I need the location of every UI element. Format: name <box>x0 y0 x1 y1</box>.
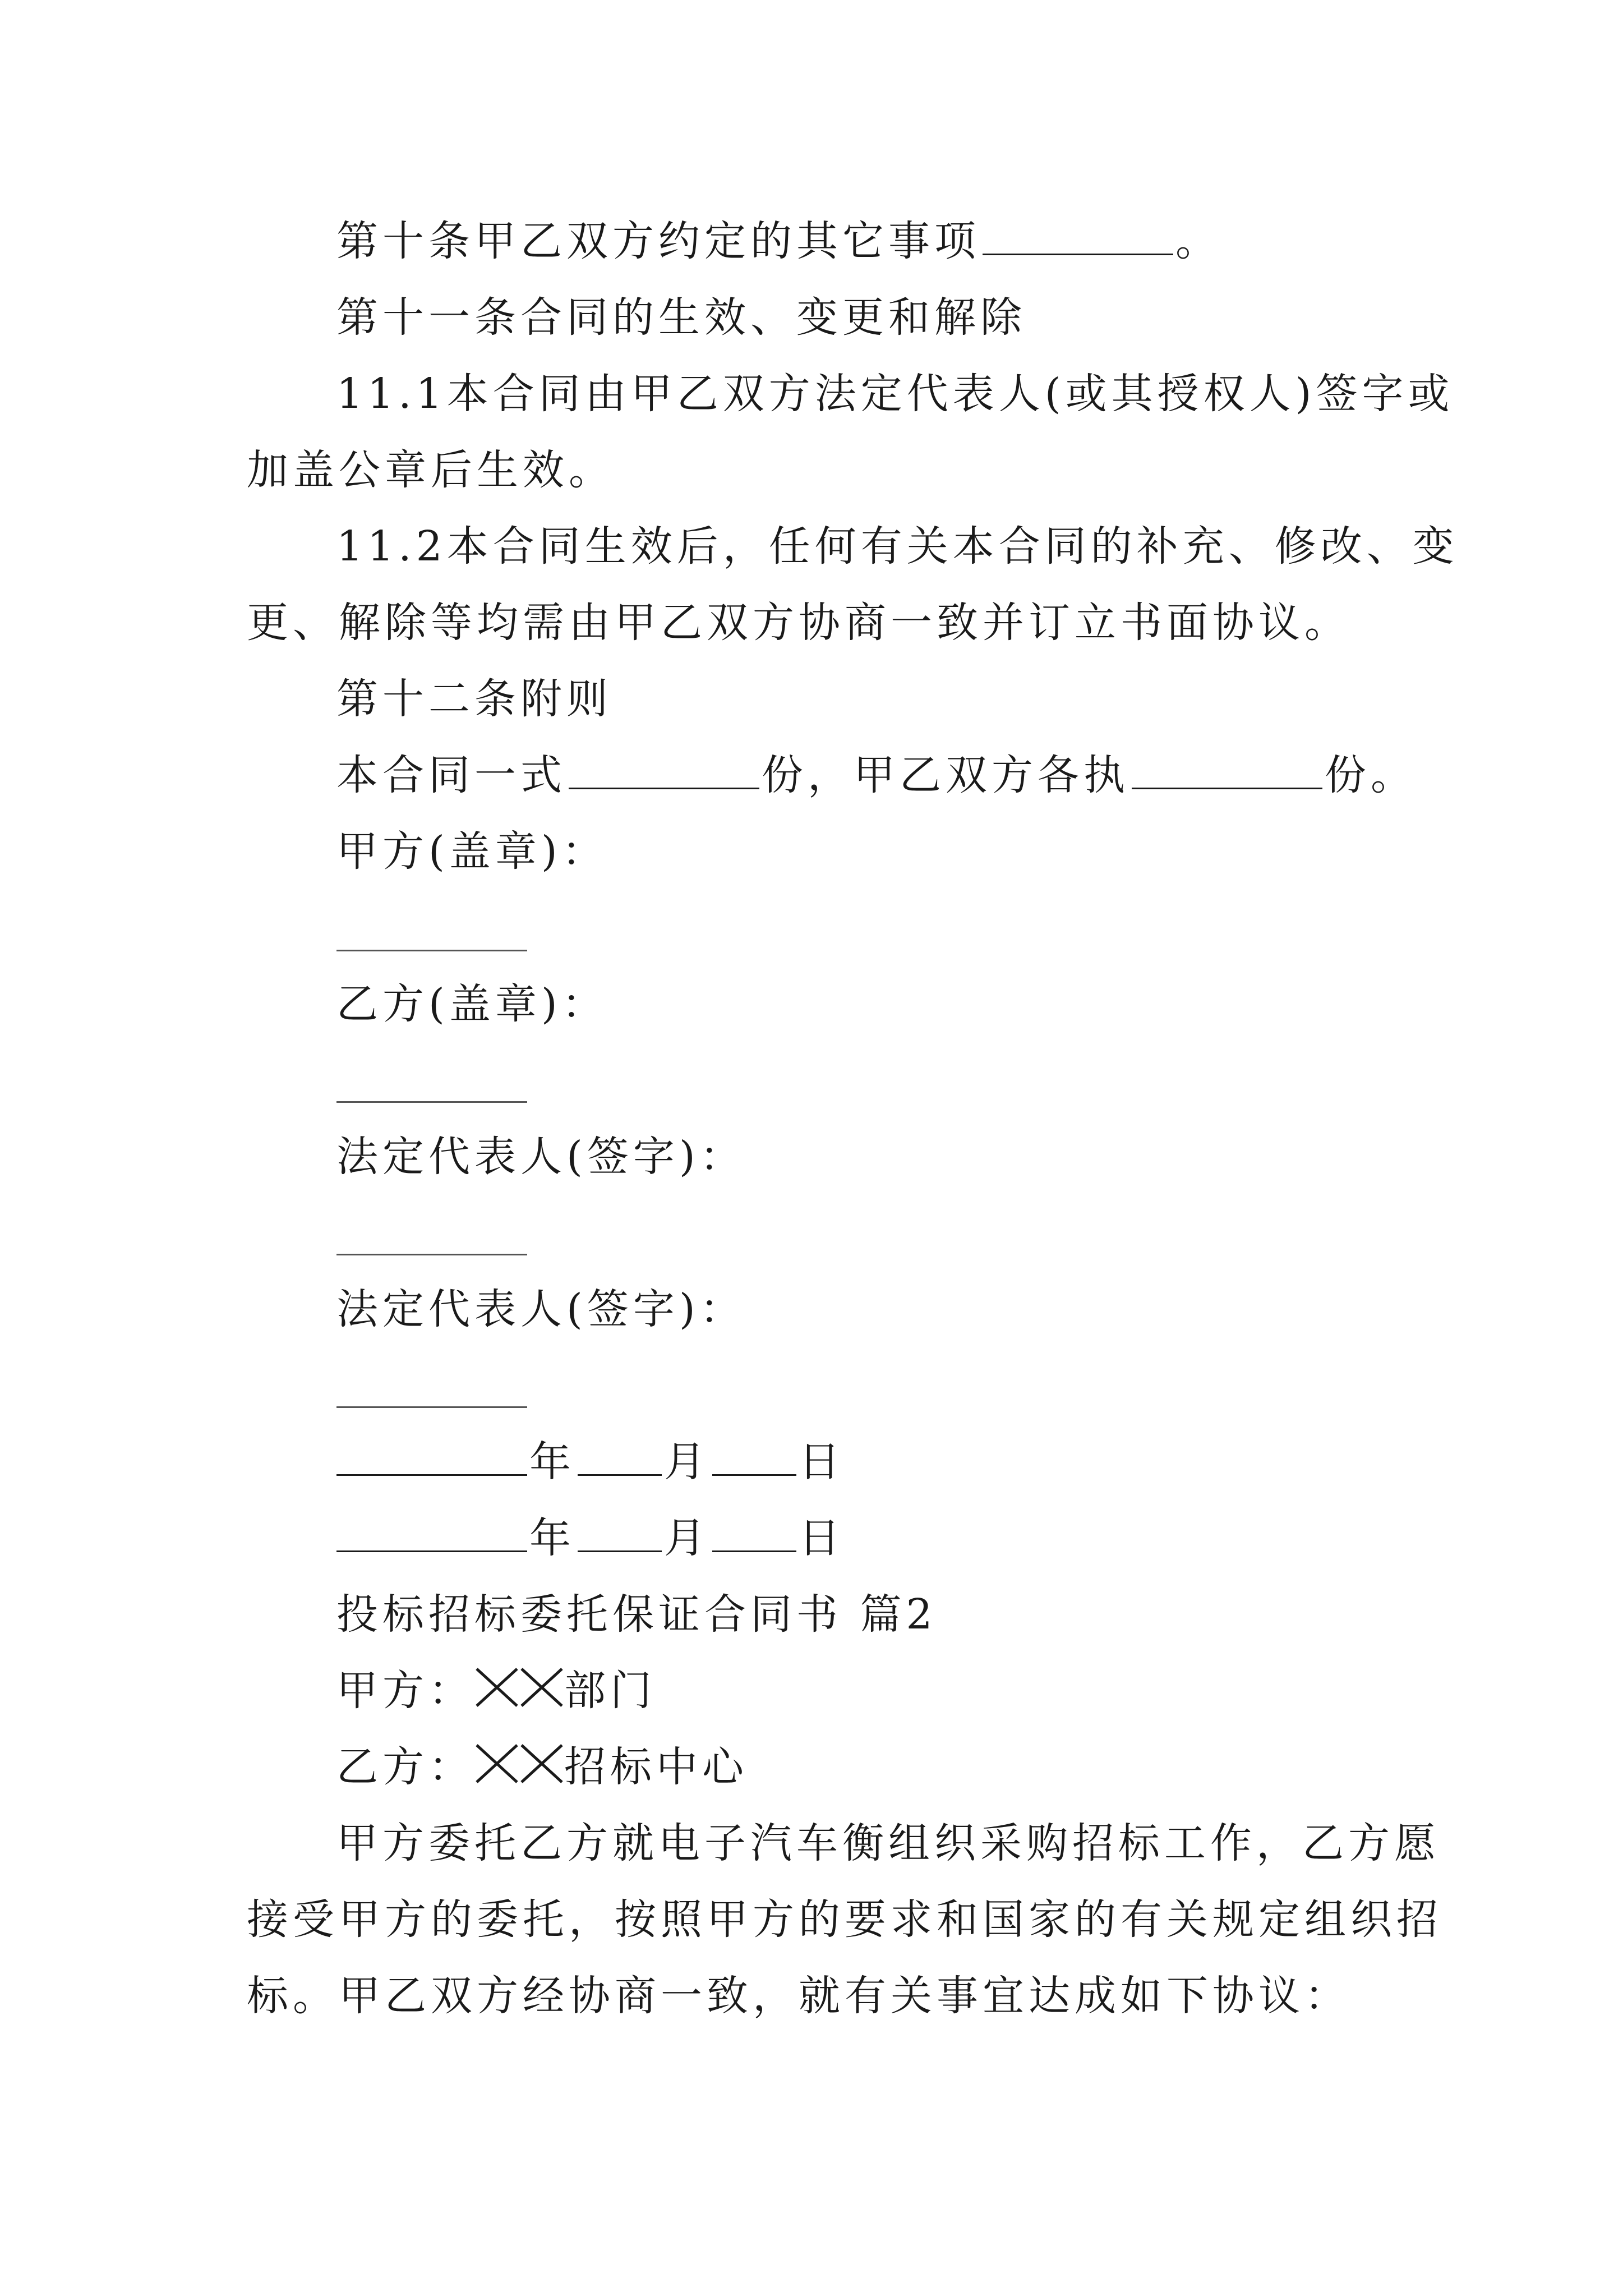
day-label: 日 <box>799 1514 845 1562</box>
day-label: 日 <box>799 1438 845 1486</box>
copies-text-b: 份，甲乙双方各执 <box>762 751 1129 799</box>
year-label: 年 <box>529 1514 575 1562</box>
fill-blank <box>336 1435 527 1476</box>
section2-title: 投标招标委托保证合同书 篇2 <box>336 1590 937 1639</box>
copies-text-c: 份。 <box>1325 751 1417 799</box>
fill-blank <box>569 748 759 789</box>
fill-blank <box>1132 748 1322 789</box>
article11-p2-line1: 11.2本合同生效后，任何有关本合同的补充、修改、变 <box>336 522 1459 570</box>
article11-p1-line1: 11.1本合同由甲乙双方法定代表人(或其授权人)签字或 <box>336 370 1454 418</box>
article11-title: 第十一条合同的生效、变更和解除 <box>336 293 1026 342</box>
date-line <box>336 1434 845 1490</box>
redacted-xx-icon <box>474 1667 564 1708</box>
party-b-name: 招标中心 <box>564 1743 748 1791</box>
article11-p1-line2: 加盖公章后生效。 <box>247 446 615 494</box>
month-label: 月 <box>664 1438 710 1486</box>
article10-line <box>336 213 1221 269</box>
signature-line <box>336 1254 527 1255</box>
signature-line <box>336 950 527 951</box>
party-a-seal-label: 甲方(盖章)： <box>336 827 608 876</box>
party-a-name: 部门 <box>564 1667 656 1715</box>
party-a-line <box>336 1663 656 1719</box>
fill-blank <box>712 1435 796 1476</box>
copies-text-a: 本合同一式 <box>336 751 566 799</box>
article12-title: 第十二条附则 <box>336 675 612 723</box>
party-b-label: 乙方： <box>336 1743 474 1791</box>
rep2-label: 法定代表人(签字)： <box>336 1285 746 1333</box>
fill-blank <box>712 1511 796 1552</box>
month-label: 月 <box>664 1514 710 1562</box>
article10-end: 。 <box>1175 217 1221 265</box>
article10-text: 第十条甲乙双方约定的其它事项 <box>336 217 980 265</box>
article11-p2-line2: 更、解除等均需由甲乙双方协商一致并订立书面协议。 <box>247 599 1350 647</box>
intro-line1: 甲方委托乙方就电子汽车衡组织采购招标工作，乙方愿 <box>336 1819 1440 1867</box>
signature-line <box>336 1406 527 1408</box>
redacted-xx-icon <box>474 1743 564 1784</box>
fill-blank <box>336 1511 527 1552</box>
year-label: 年 <box>529 1438 575 1486</box>
signature-line <box>336 1101 527 1103</box>
fill-blank <box>983 214 1173 255</box>
party-a-label: 甲方： <box>336 1667 474 1715</box>
party-b-seal-label: 乙方(盖章)： <box>336 980 608 1028</box>
fill-blank <box>578 1511 662 1552</box>
intro-line3: 标。甲乙双方经协商一致，就有关事宜达成如下协议： <box>247 1972 1350 2020</box>
copies-line <box>336 747 1417 803</box>
date-line <box>336 1510 845 1566</box>
fill-blank <box>578 1435 662 1476</box>
intro-line2: 接受甲方的委托，按照甲方的要求和国家的有关规定组织招 <box>247 1895 1442 1944</box>
party-b-line <box>336 1739 748 1795</box>
rep1-label: 法定代表人(签字)： <box>336 1133 746 1181</box>
